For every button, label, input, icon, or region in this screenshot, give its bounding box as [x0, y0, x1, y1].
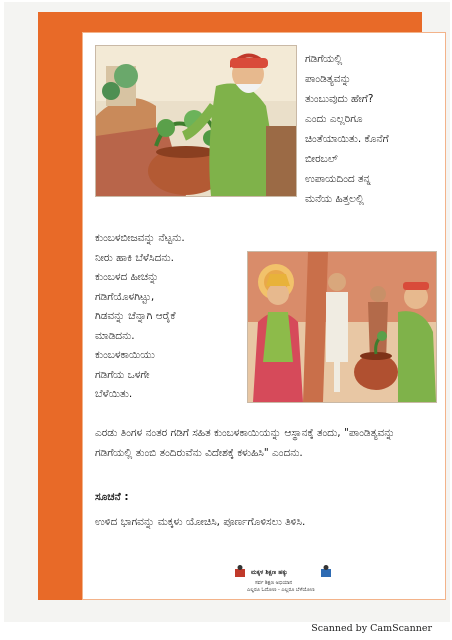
- logo-line-1: ಸರ್ವ ಶಿಕ್ಷಣ ಅಭಿಯಾನ: [255, 580, 293, 586]
- scanned-page: [4, 2, 450, 622]
- logo-line-2: ಎಲ್ಲರೂ ಓದೋಣ - ಎಲ್ಲರೂ ಬೆಳೆಯೋಣ: [247, 587, 315, 593]
- story-text-top-right: ಗಡಿಗೆಯಲ್ಲಿ ಪಾಂಡಿತ್ಯವನ್ನು ತುಂಬುವುದು ಹೇಗೆ? ಎಂದು ಎಲ್ಲರಿಗೂ ಚಿಂತೆಯಾಯಿತು. ಕೊನೆಗೆ ಬೀರಬಲ್ ಉಪಾಯದಿಂದ ತನ್ನ ಮನೆಯ ಹಿತ್ತಲಲ್ಲಿ: [305, 53, 389, 205]
- illustration-royal-court: [247, 251, 437, 403]
- footer-logo: [233, 565, 333, 595]
- story-paragraph: ಎರಡು ತಿಂಗಳ ನಂತರ ಗಡಿಗೆ ಸಹಿತ ಕುಂಬಳಕಾಯಿಯನ್ನು ಆಸ್ಥಾನಕ್ಕೆ ತಂದು, "ಪಾಂಡಿತ್ಯವನ್ನು ಗಡಿಗೆಯಲ್ಲಿ ತುಂಬಿ ತಂದಿರುವೆನು ವಿದೇಶಕ್ಕೆ ಕಳುಹಿಸಿ" ಎಂದನು.: [95, 427, 395, 459]
- note-text: ಉಳಿದ ಭಾಗವನ್ನು ಮಕ್ಕಳು ಯೋಚಿಸಿ, ಪೂರ್ಣಗೊಳಿಸಲು ತಿಳಿಸಿ.: [95, 516, 306, 528]
- scanner-watermark: Scanned by CamScanner: [311, 623, 432, 634]
- note-heading: ಸೂಚನೆ :: [95, 491, 129, 503]
- illustration-gardener: [95, 45, 297, 197]
- orange-page-border: [38, 12, 422, 600]
- page-content: [93, 41, 437, 593]
- story-text-middle-left: ಕುಂಬಳಬೀಜವನ್ನು ನೆಟ್ಟನು. ನೀರು ಹಾಕಿ ಬೆಳೆಸಿದನು. ಕುಂಬಳದ ಹೀಚನ್ನು ಗಡಿಗೆಯೊಳಗಿಟ್ಟು, ಗಿಡವನ್ನು ಚೆನ್ನಾಗಿ ಆರೈಕೆ ಮಾಡಿದನು. ಕುಂಬಳಕಾಯಿಯು ಗಡಿಗೆಯ ಒಳಗೇ ಬೆಳೆಯಿತು.: [95, 232, 185, 400]
- logo-title: ಮಕ್ಕಳ ಶಿಕ್ಷಣ ಹಕ್ಕು: [251, 569, 288, 576]
- page-inner: [82, 32, 446, 600]
